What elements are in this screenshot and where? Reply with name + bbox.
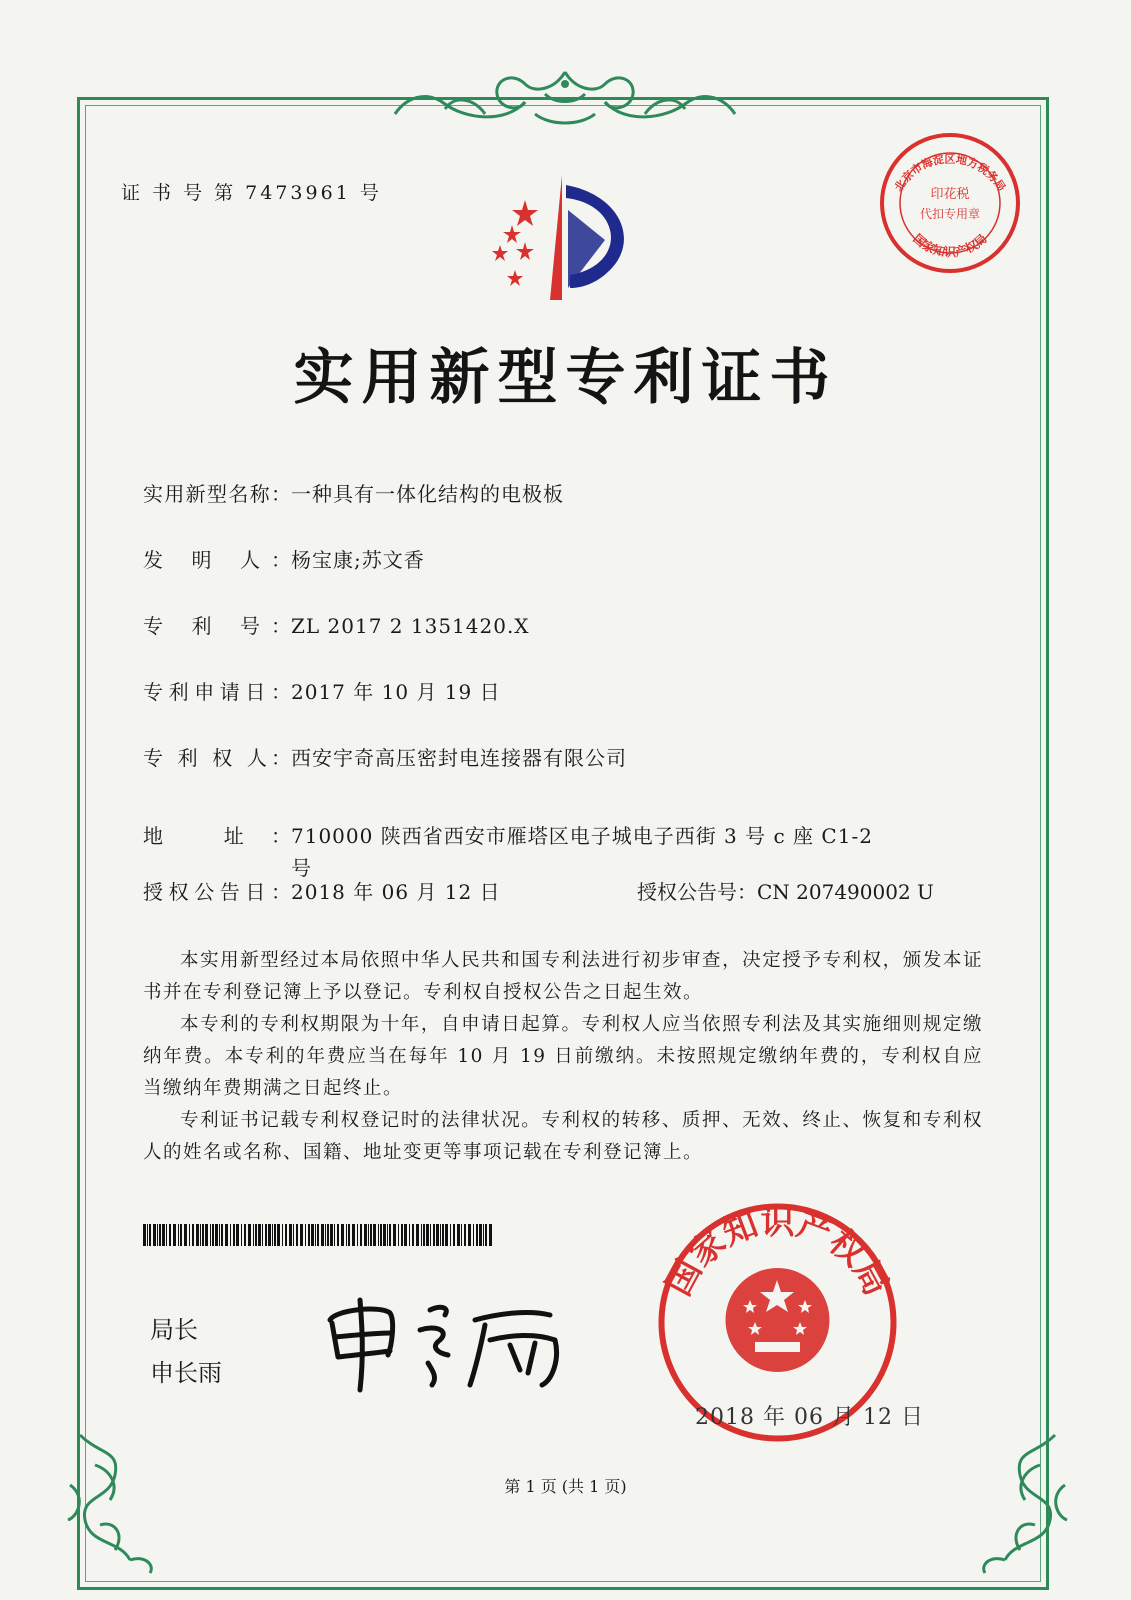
field-label: 授权公告号： [637,880,757,904]
field-address [143,820,873,849]
field-grant-number [637,876,934,905]
body-paragraph: 本专利的专利权期限为十年，自申请日起算。专利权人应当依照专利法及其实施细则规定缴纳年费。本专利的年费应当在每年 10 月 19 日前缴纳。未按照规定缴纳年费的，专利权自应当缴纳年费期满之日起终止。 [143,1014,983,1099]
field-label: 地 址： [143,824,291,848]
body-paragraph: 本实用新型经过本局依照中华人民共和国专利法进行初步审查，决定授予专利权，颁发本证书并在专利登记簿上予以登记。专利权自授权公告之日起生效。 [143,950,983,1003]
field-label: 专 利 号： [143,614,291,638]
page-footer: 第 1 页 (共 1 页) [504,1477,627,1496]
barcode-icon [143,1224,493,1246]
signature-icon [320,1285,580,1395]
corner-ornament-icon [925,1425,1075,1575]
tax-seal-icon [875,128,1025,278]
field-inventor [143,544,425,573]
field-filing-date [143,676,501,705]
field-label: 专 利 权 人： [143,746,291,770]
field-value: 西安宇奇高压密封电连接器有限公司 [291,746,627,770]
field-grant-date [143,876,501,905]
field-address-continued: 号 [291,856,311,880]
top-ornament-icon [385,64,745,144]
patent-office-emblem-icon [470,170,650,310]
director-title: 局长 [150,1316,198,1344]
certificate-number: 证 书 号 第 7473961 号 [121,182,382,204]
field-patent-number [143,610,530,639]
field-value: 710000 陕西省西安市雁塔区电子城电子西街 3 号 c 座 C1-2 [291,824,873,848]
seal-text: 国家知识产权局 [658,1202,897,1303]
corner-ornament-icon [60,1425,210,1575]
tax-seal-line2: 代扣专用章 [919,207,981,221]
field-value: 一种具有一体化结构的电极板 [291,482,564,506]
svg-text:国家知识产权局 [910,231,989,259]
seal-issue-date: 2018 年 06 月 12 日 [695,1405,924,1430]
tax-seal-bottom-text: 国家知识产权局 [910,231,990,260]
tax-seal-outer-text: 北京市海淀区地方税务局 [891,152,1009,194]
field-value: ZL 2017 2 1351420.X [291,614,530,638]
field-label: 授权公告日： [143,880,291,904]
certificate-title: 实用新型专利证书 [293,343,838,413]
director-name: 申长雨 [150,1359,222,1387]
body-paragraph: 专利证书记载专利权登记时的法律状况。专利权的转移、质押、无效、终止、恢复和专利权人的姓名或名称、国籍、地址变更等事项记载在专利登记簿上。 [143,1110,983,1163]
field-value: CN 207490002 U [757,880,934,904]
field-label: 专利申请日： [143,680,291,704]
certificate-body [143,945,983,1169]
field-value: 2017 年 10 月 19 日 [291,680,501,704]
field-value: 杨宝康;苏文香 [291,548,425,572]
field-value: 2018 年 06 月 12 日 [291,880,501,904]
field-patentee [143,742,627,771]
tax-seal-line1: 印花税 [930,187,970,202]
field-label: 实用新型名称： [143,482,291,506]
field-utility-model-name [143,478,564,507]
field-label: 发 明 人： [143,548,291,572]
